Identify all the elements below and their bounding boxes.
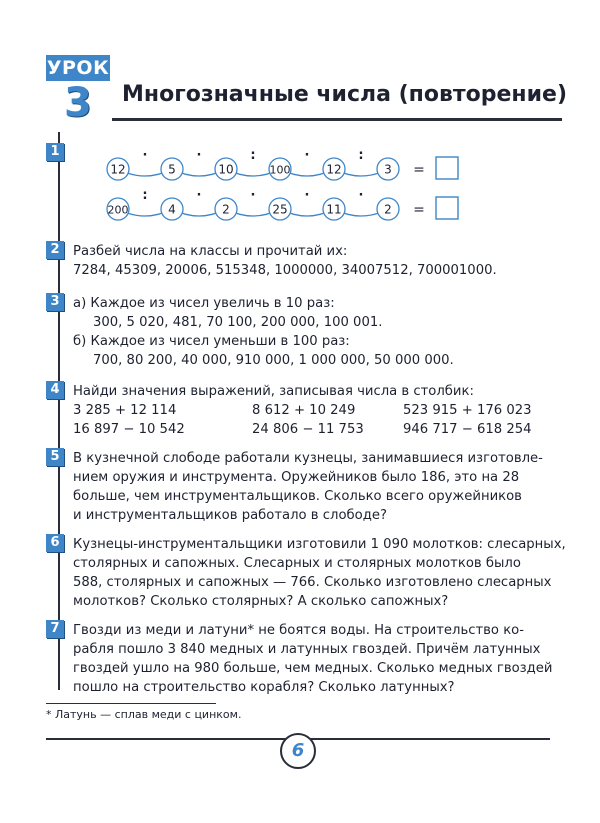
task-6-text-line: 588, столярных и сапожных — 766. Сколько изготовлено слесарных <box>73 575 552 590</box>
chain-1-num: 3 <box>384 162 392 177</box>
task-5-text-line: и инструментальщиков работало в слободе? <box>73 508 387 523</box>
chain-2-op: · <box>304 188 310 203</box>
chain-1-num: 12 <box>110 162 126 177</box>
chain-2-answer-box <box>436 197 458 219</box>
chain-2-num: 11 <box>326 202 342 217</box>
chain-2-op: · <box>250 188 256 203</box>
chain-2-op: · <box>196 188 202 203</box>
chain-2 <box>107 188 458 220</box>
chain-1-op: · <box>304 148 310 163</box>
task-6-text-line: молотков? Сколько столярных? А сколько сапожных? <box>73 594 449 609</box>
chain-1-op: · <box>142 148 148 163</box>
chain-2-op: · <box>358 188 364 203</box>
task-4-instruction: Найди значения выражений, записывая числа в столбик: <box>73 384 474 399</box>
chain-1-op: : <box>250 148 256 163</box>
task-7-text-line: гвоздей ушло на 980 больше, чем медных. Сколько медных гвоздей <box>73 661 553 676</box>
lesson-number: 3 <box>64 80 92 126</box>
task-4-number: 4 <box>46 381 64 399</box>
task-4-expression: 24 806 − 11 753 <box>252 422 364 437</box>
chain-1-op: · <box>196 148 202 163</box>
task-5-text-line: нием оружия и инструмента. Оружейников было 186, это на 28 <box>73 470 520 485</box>
task-3a-numbers: 300, 5 020, 481, 70 100, 200 000, 100 001. <box>93 315 383 330</box>
task-3-number: 3 <box>46 293 64 311</box>
task-2-number: 2 <box>46 241 64 259</box>
task-5-text-line: больше, чем инструментальщиков. Сколько всего оружейников <box>73 489 522 504</box>
task-3b-numbers: 700, 80 200, 40 000, 910 000, 1 000 000, 50 000 000. <box>93 353 454 368</box>
task-6-text-line: Кузнецы-инструментальщики изготовили 1 090 молотков: слесарных, <box>73 537 566 552</box>
task-7-text-line: пошло на строительство корабля? Сколько латунных? <box>73 680 455 695</box>
lesson-badge: УРОК <box>46 57 110 79</box>
chain-2-num: 25 <box>272 202 288 217</box>
page-number: 6 <box>280 733 316 769</box>
chain-1-num: 5 <box>168 162 176 177</box>
chain-2-op: : <box>142 188 148 203</box>
chain-2-num: 4 <box>168 202 176 217</box>
task-7-number: 7 <box>46 620 64 638</box>
chain-2-num: 200 <box>107 203 129 217</box>
footnote-rule <box>46 703 216 704</box>
task-1-number: 1 <box>46 143 64 161</box>
task-6-number: 6 <box>46 534 64 552</box>
footnote: * Латунь — сплав меди с цинком. <box>46 708 242 721</box>
chain-2-num: 2 <box>384 202 392 217</box>
task-4-expression: 3 285 + 12 114 <box>73 403 177 418</box>
task-7-text-line: Гвозди из меди и латуни* не боятся воды. На строительство ко- <box>73 623 524 638</box>
chain-2-arcs <box>118 209 388 216</box>
chain-2-equals: = <box>413 202 425 218</box>
task-4-expression: 8 612 + 10 249 <box>252 403 356 418</box>
chain-1-equals: = <box>413 162 425 178</box>
task-5-text-line: В кузнечной слободе работали кузнецы, занимавшиеся изготовле- <box>73 451 543 466</box>
task-7-text-line: рабля пошло 3 840 медных и латунных гвоздей. Причём латунных <box>73 642 541 657</box>
left-margin-rule <box>58 132 60 690</box>
task-3a-instruction: а) Каждое из чисел увеличь в 10 раз: <box>73 296 335 311</box>
chain-2-num: 2 <box>222 202 230 217</box>
chain-1-num: 100 <box>269 163 291 177</box>
page-title: Многозначные числа (повторение) <box>122 82 568 107</box>
task-1-chains <box>96 145 476 225</box>
task-4-expression: 946 717 − 618 254 <box>403 422 532 437</box>
chain-1-num: 10 <box>218 162 234 177</box>
task-4-expression: 523 915 + 176 023 <box>403 403 532 418</box>
chain-1-op: : <box>358 148 364 163</box>
task-2-numbers: 7284, 45309, 20006, 515348, 1000000, 34007512, 700001000. <box>73 263 497 278</box>
title-underline <box>112 118 562 121</box>
chain-1-num: 12 <box>326 162 342 177</box>
task-3b-instruction: б) Каждое из чисел уменьши в 100 раз: <box>73 334 350 349</box>
chain-1-answer-box <box>436 157 458 179</box>
chain-1-arcs <box>118 169 388 176</box>
task-5-number: 5 <box>46 448 64 466</box>
chain-1 <box>107 148 458 180</box>
task-4-expression: 16 897 − 10 542 <box>73 422 185 437</box>
task-2-instruction: Разбей числа на классы и прочитай их: <box>73 244 348 259</box>
task-6-text-line: столярных и сапожных. Слесарных и столярных молотков было <box>73 556 521 571</box>
